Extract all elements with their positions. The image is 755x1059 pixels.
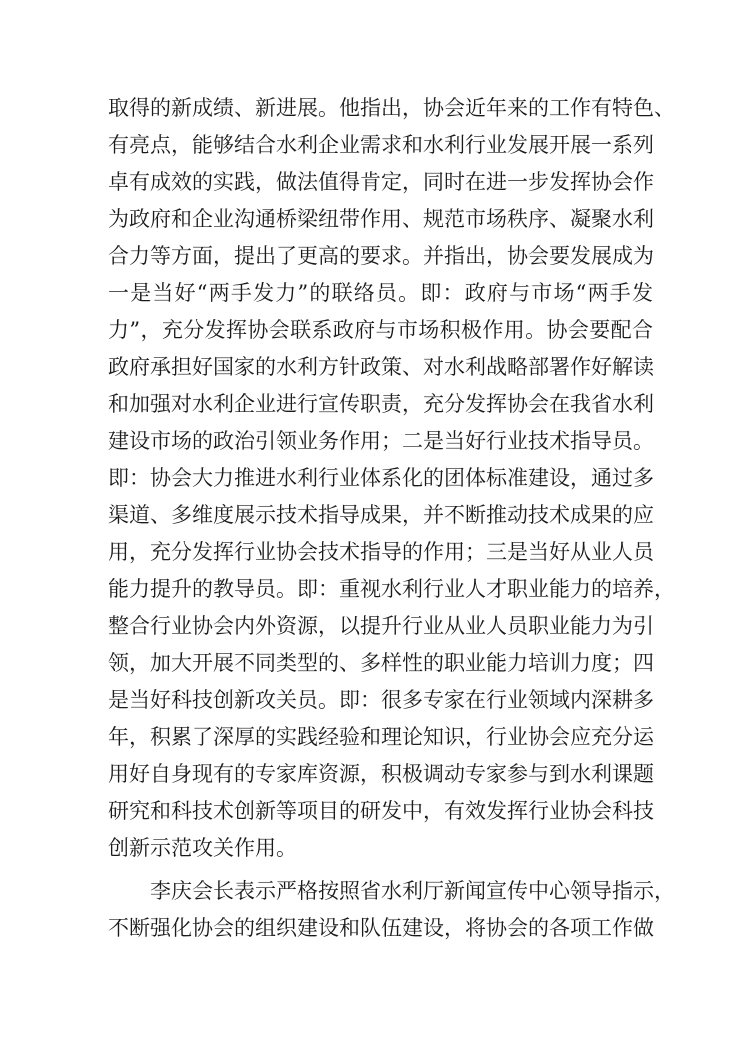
text-line: 和加强对水利企业进行宣传职责，充分发挥协会在我省水利 <box>108 392 654 416</box>
text-line: 即：协会大力推进水利行业体系化的团体标准建设，通过多 <box>108 466 654 490</box>
text-line: 有亮点，能够结合水利企业需求和水利行业发展开展一系列 <box>108 133 654 157</box>
text-line: 是当好科技创新攻关员。即：很多专家在行业领域内深耕多 <box>108 688 654 712</box>
text-line: 用好自身现有的专家库资源，积极调动专家参与到水利课题 <box>108 762 654 786</box>
text-line: 卓有成效的实践，做法值得肯定，同时在进一步发挥协会作 <box>108 170 654 194</box>
text-line: 渠道、多维度展示技术指导成果，并不断推动技术成果的应 <box>108 503 654 527</box>
text-line: 一是当好“两手发力”的联络员。即：政府与市场“两手发 <box>108 281 653 305</box>
text-line: 政府承担好国家的水利方针政策、对水利战略部署作好解读 <box>108 355 654 379</box>
text-line: 创新示范攻关作用。 <box>108 836 297 860</box>
text-line: 年，积累了深厚的实践经验和理论知识，行业协会应充分运 <box>108 725 654 749</box>
text-line: 取得的新成绩、新进展。他指出，协会近年来的工作有特色、 <box>108 96 675 120</box>
text-line: 建设市场的政治引领业务作用；二是当好行业技术指导员。 <box>108 429 654 453</box>
text-line: 整合行业协会内外资源，以提升行业从业人员职业能力为引 <box>108 614 654 638</box>
text-line: 力”，充分发挥协会联系政府与市场积极作用。协会要配合 <box>108 318 653 342</box>
text-line: 用，充分发挥行业协会技术指导的作用；三是当好从业人员 <box>108 540 654 564</box>
text-line: 合力等方面，提出了更高的要求。并指出，协会要发展成为 <box>108 244 654 268</box>
text-line: 为政府和企业沟通桥梁纽带作用、规范市场秩序、凝聚水利 <box>108 207 654 231</box>
text-line: 李庆会长表示严格按照省水利厅新闻宣传中心领导指示， <box>150 879 675 903</box>
text-line: 能力提升的教导员。即：重视水利行业人才职业能力的培养， <box>108 577 675 601</box>
text-line: 研究和科技术创新等项目的研发中，有效发挥行业协会科技 <box>108 799 654 823</box>
text-line: 领，加大开展不同类型的、多样性的职业能力培训力度；四 <box>108 651 654 675</box>
text-line: 不断强化协会的组织建设和队伍建设，将协会的各项工作做 <box>108 916 654 940</box>
